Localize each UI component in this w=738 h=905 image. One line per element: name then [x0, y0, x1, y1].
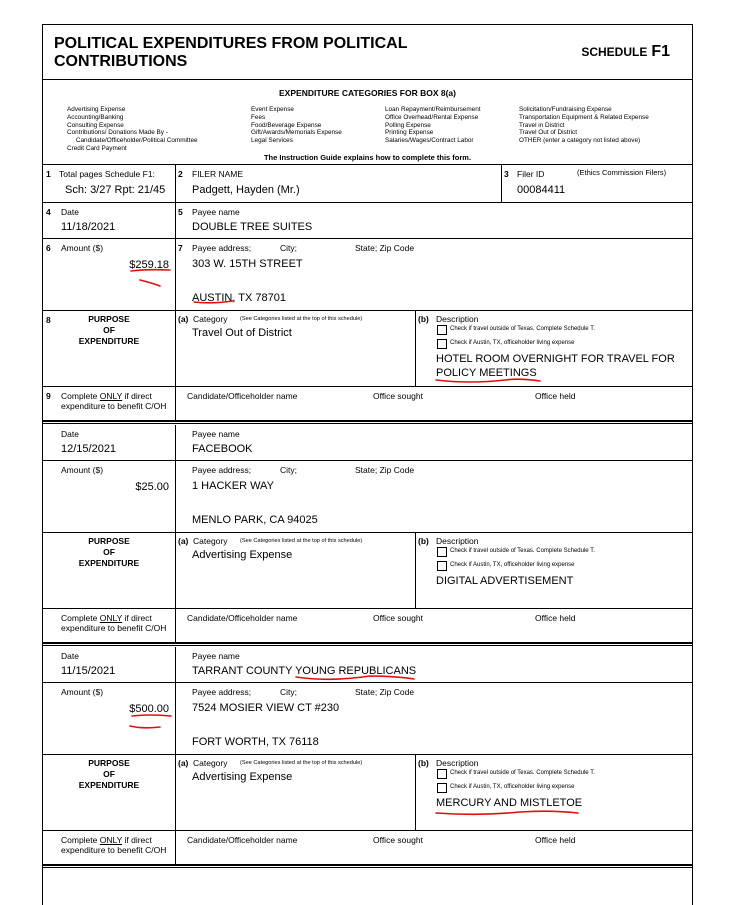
- office-held-label: Office held: [535, 613, 576, 623]
- category-item: Fees: [251, 113, 266, 121]
- complete-pre: Complete: [61, 613, 100, 623]
- annotation-underline: [296, 676, 414, 679]
- description-value-line2[interactable]: POLICY MEETINGS: [436, 367, 537, 379]
- state-zip-label: State; Zip Code: [355, 465, 415, 475]
- box-number: 8: [46, 315, 51, 325]
- address-value[interactable]: 1 HACKER WAY: [192, 480, 274, 492]
- complete-pre: Complete: [61, 391, 100, 401]
- city-state-zip-value[interactable]: MENLO PARK, CA 94025: [192, 514, 318, 526]
- complete-only: ONLY: [99, 613, 123, 623]
- box-number: 2: [178, 169, 183, 179]
- amount-label: Amount ($): [61, 465, 104, 475]
- complete-post: if direct: [122, 613, 152, 623]
- payee-name-value[interactable]: TARRANT COUNTY YOUNG REPUBLICANS: [192, 665, 417, 677]
- address-value[interactable]: 7524 MOSIER VIEW CT #230: [192, 702, 340, 714]
- complete-post: if direct: [122, 835, 152, 845]
- office-sought-label: Office sought: [373, 835, 423, 845]
- amount-value[interactable]: $500.00: [129, 703, 169, 715]
- payee-address-label: Payee address;: [192, 243, 252, 253]
- category-item: Travel Out of District: [519, 129, 577, 137]
- total-pages-label: Total pages Schedule F1:: [59, 169, 155, 179]
- filer-id-note: (Ethics Commission Filers): [577, 168, 667, 177]
- category-item: Credit Card Payment: [67, 144, 127, 152]
- payee-name-label: Payee name: [192, 207, 240, 217]
- complete-only-line2: expenditure to benefit C/OH: [61, 845, 167, 855]
- description-letter: (b): [418, 536, 429, 546]
- total-pages-value[interactable]: Sch: 3/27 Rpt: 21/45: [65, 184, 166, 196]
- category-item: Travel in District: [519, 121, 565, 129]
- description-value-line1[interactable]: DIGITAL ADVERTISEMENT: [436, 575, 574, 587]
- date-label: Date: [61, 429, 79, 439]
- category-note: (See Categories listed at the top of this schedule): [240, 316, 363, 322]
- description-label: Description: [436, 314, 479, 324]
- description-label: Description: [436, 758, 479, 768]
- date-label: Date: [61, 207, 79, 217]
- category-letter: (a): [178, 314, 189, 324]
- payee-name-value[interactable]: FACEBOOK: [192, 443, 253, 455]
- category-item: Contributions/ Donations Made By -: [67, 129, 168, 137]
- travel-outside-label: Check if travel outside of Texas. Complete Schedule T.: [450, 326, 595, 332]
- payee-address-label: Payee address;: [192, 465, 252, 475]
- payee-address-label: Payee address;: [192, 687, 252, 697]
- category-item: Salaries/Wages/Contract Labor: [385, 137, 474, 145]
- categories-title: EXPENDITURE CATEGORIES FOR BOX 8(a): [279, 88, 456, 98]
- category-letter: (a): [178, 536, 189, 546]
- office-held-label: Office held: [535, 835, 576, 845]
- purpose-line: EXPENDITURE: [78, 558, 140, 568]
- box-number: 5: [178, 207, 183, 217]
- form-title-line1: POLITICAL EXPENDITURES FROM POLITICAL: [54, 35, 408, 52]
- city-state-zip-value[interactable]: FORT WORTH, TX 76118: [192, 736, 319, 748]
- state-zip-label: State; Zip Code: [355, 243, 415, 253]
- purpose-line: OF: [103, 547, 115, 557]
- amount-label: Amount ($): [61, 687, 104, 697]
- filer-name-label: FILER NAME: [192, 169, 244, 179]
- category-value[interactable]: Travel Out of District: [192, 327, 292, 339]
- category-item: Transportation Equipment & Related Expense: [519, 113, 649, 121]
- filer-id-label: Filer ID: [517, 169, 545, 179]
- category-note: (See Categories listed at the top of this schedule): [240, 760, 363, 766]
- category-label: Category: [193, 758, 228, 768]
- city-state-zip-value[interactable]: AUSTIN, TX 78701: [192, 292, 286, 304]
- amount-value[interactable]: $259.18: [129, 259, 169, 271]
- austin-living-label: Check if Austin, TX, officeholder living expense: [450, 340, 575, 346]
- schedule-word: SCHEDULE: [581, 45, 648, 59]
- category-label: Category: [193, 536, 228, 546]
- filer-name-value[interactable]: Padgett, Hayden (Mr.): [192, 184, 300, 196]
- austin-living-label: Check if Austin, TX, officeholder living expense: [450, 784, 575, 790]
- purpose-line: EXPENDITURE: [78, 336, 140, 346]
- category-item: Polling Expense: [385, 121, 431, 129]
- amount-label: Amount ($): [61, 243, 104, 253]
- city-label: City;: [280, 465, 297, 475]
- payee-name-label: Payee name: [192, 651, 240, 661]
- complete-pre: Complete: [61, 835, 100, 845]
- annotation-squiggle: [130, 726, 160, 728]
- annotation-underline: [131, 270, 170, 271]
- box-number: 4: [46, 207, 51, 217]
- purpose-line: PURPOSE: [88, 758, 130, 768]
- description-value-line1[interactable]: HOTEL ROOM OVERNIGHT FOR TRAVEL FOR: [436, 353, 675, 365]
- complete-only-line2: expenditure to benefit C/OH: [61, 401, 167, 411]
- category-value[interactable]: Advertising Expense: [192, 771, 293, 783]
- category-item: Office Overhead/Rental Expense: [385, 113, 479, 121]
- purpose-line: PURPOSE: [88, 314, 130, 324]
- office-sought-label: Office sought: [373, 391, 423, 401]
- category-item: Advertising Expense: [67, 106, 126, 113]
- category-item: Accounting/Banking: [67, 113, 124, 121]
- annotation-underline: [436, 811, 578, 814]
- box-number: 3: [504, 169, 509, 179]
- date-value[interactable]: 11/15/2021: [61, 665, 116, 677]
- payee-name-value[interactable]: DOUBLE TREE SUITES: [192, 221, 313, 233]
- austin-living-label: Check if Austin, TX, officeholder living expense: [450, 562, 575, 568]
- instruction-note: The Instruction Guide explains how to complete this form.: [263, 153, 472, 162]
- category-item: OTHER (enter a category not listed above): [519, 137, 641, 145]
- box-number: 7: [178, 243, 183, 253]
- travel-outside-label: Check if travel outside of Texas. Complete Schedule T.: [450, 770, 595, 776]
- category-item: Candidate/Officeholder/Political Committee: [67, 137, 198, 145]
- form-title-line2: CONTRIBUTIONS: [54, 53, 188, 70]
- office-sought-label: Office sought: [373, 613, 423, 623]
- date-label: Date: [61, 651, 79, 661]
- category-item: Gift/Awards/Memorials Expense: [251, 129, 342, 137]
- complete-only: ONLY: [99, 391, 123, 401]
- description-letter: (b): [418, 314, 429, 324]
- address-value[interactable]: 303 W. 15TH STREET: [192, 258, 303, 270]
- category-note: (See Categories listed at the top of this schedule): [240, 538, 363, 544]
- annotation-squiggle: [140, 280, 160, 286]
- description-label: Description: [436, 536, 479, 546]
- category-item: Solicitation/Fundraising Expense: [519, 106, 612, 113]
- complete-only: ONLY: [99, 835, 123, 845]
- category-item: Food/Beverage Expense: [251, 121, 322, 129]
- complete-post: if direct: [122, 391, 152, 401]
- category-label: Category: [193, 314, 228, 324]
- city-label: City;: [280, 687, 297, 697]
- schedule-code: F1: [651, 43, 670, 60]
- candidate-name-label: Candidate/Officeholder name: [187, 835, 298, 845]
- purpose-line: OF: [103, 769, 115, 779]
- category-item: Event Expense: [251, 106, 294, 113]
- annotation-underline: [436, 379, 540, 382]
- date-value[interactable]: 12/15/2021: [61, 443, 117, 455]
- complete-only-line2: expenditure to benefit C/OH: [61, 623, 167, 633]
- filer-id-value[interactable]: 00084411: [517, 184, 566, 196]
- box-number: 1: [46, 169, 51, 179]
- description-letter: (b): [418, 758, 429, 768]
- description-value-line1[interactable]: MERCURY AND MISTLETOE: [436, 797, 583, 809]
- city-label: City;: [280, 243, 297, 253]
- candidate-name-label: Candidate/Officeholder name: [187, 613, 298, 623]
- category-value[interactable]: Advertising Expense: [192, 549, 293, 561]
- category-item: Loan Repayment/Reimbursement: [385, 106, 481, 113]
- category-item: Consulting Expense: [67, 121, 124, 129]
- category-letter: (a): [178, 758, 189, 768]
- payee-name-label: Payee name: [192, 429, 240, 439]
- purpose-line: PURPOSE: [88, 536, 130, 546]
- date-value[interactable]: 11/18/2021: [61, 221, 116, 233]
- state-zip-label: State; Zip Code: [355, 687, 415, 697]
- amount-value[interactable]: $25.00: [135, 481, 169, 493]
- category-item: Printing Expense: [385, 129, 434, 137]
- office-held-label: Office held: [535, 391, 576, 401]
- category-item: Legal Services: [251, 137, 293, 145]
- candidate-name-label: Candidate/Officeholder name: [187, 391, 298, 401]
- annotation-underline: [132, 715, 171, 716]
- purpose-line: OF: [103, 325, 115, 335]
- travel-outside-label: Check if travel outside of Texas. Complete Schedule T.: [450, 548, 595, 554]
- purpose-line: EXPENDITURE: [78, 780, 140, 790]
- box-number: 9: [46, 391, 51, 401]
- box-number: 6: [46, 243, 51, 253]
- annotation-underline: [194, 301, 233, 303]
